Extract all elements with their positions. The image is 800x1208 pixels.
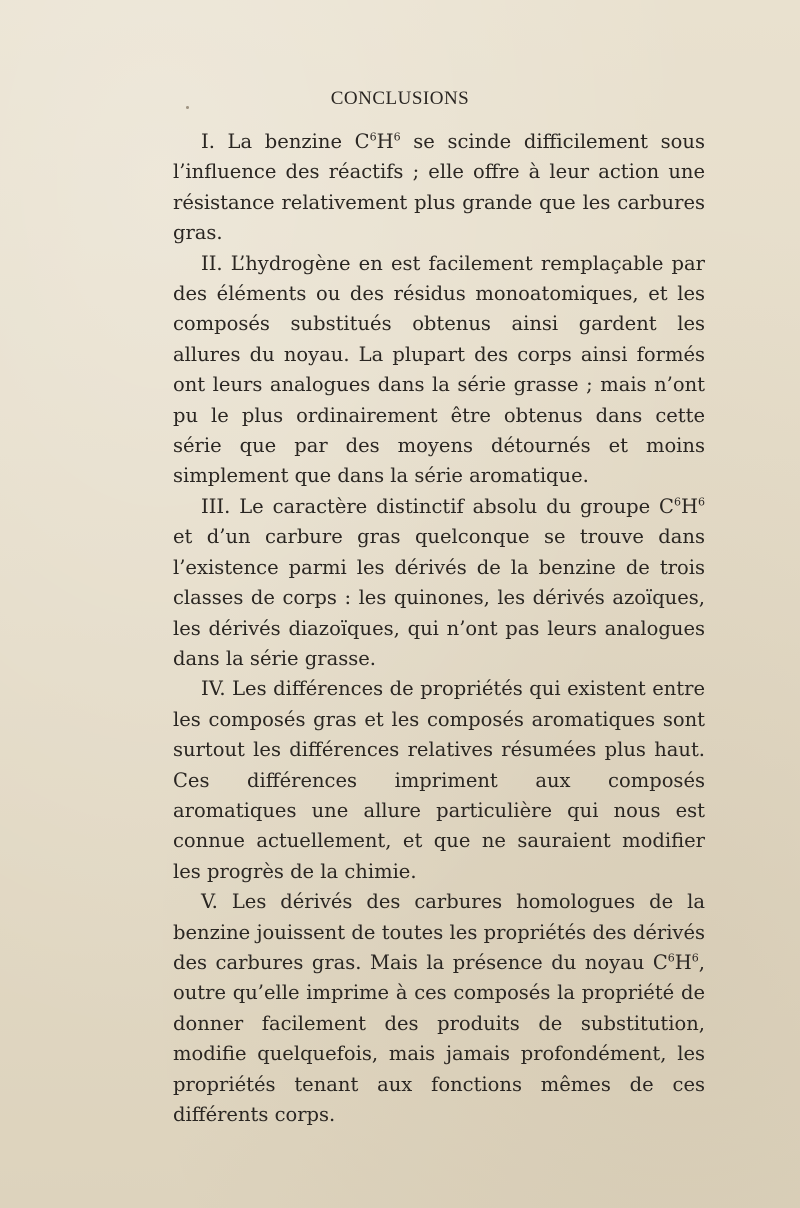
superscript-6: 6 [667,951,675,965]
formula-letter: H [680,494,698,518]
superscript-6: 6 [369,130,377,144]
superscript-6: 6 [673,495,681,509]
page-title: CONCLUSIONS [330,88,470,109]
formula-letter: H [674,950,692,974]
paragraph-iii-text: III. Le caractère distinctif absolu du groupe C [201,494,674,518]
superscript-6: 6 [698,495,705,509]
superscript-6: 6 [691,951,699,965]
paragraph-ii-text: II. L’hydrogène en est facilement remplaçable par des éléments ou des résidus monoatomiques, et les composés substitués obtenus ainsi gardent les allures du noyau. La plupart des corps ainsi formés ont leurs analogues dans la série grasse ; mais n’ont pu le plus ordinairement être obtenus dans cette série que par des moyens détournés et moins simplement que dans la série aromatique. [173,251,705,488]
superscript-6: 6 [393,130,401,144]
paragraph-v-text: V. Les dérivés des carbures homologues de la benzine jouissent de toutes les propriétés des dérivés des carbures gras. Mais la présence du noyau C [173,890,705,974]
paragraph-iii-text: et d’un carbure gras quelconque se trouve dans l’existence parmi les dérivés de la benzine de trois classes de corps : les quinones, les dérivés azoïques, les dérivés diazoïques, qui n’ont pas leurs analogues dans la série grasse. [173,525,705,670]
paragraph-i [173,127,705,249]
paragraph-i-text: se scinde difficilement sous l’influence des réactifs ; elle offre à leur action une résistance relativement plus grande que les carbures gras. [173,130,705,245]
paragraph-iv-text: IV. Les différences de propriétés qui existent entre les composés gras et les composés aromatiques sont surtout les différences relatives résumées plus haut. Ces différences impriment aux composés aromatiques une allure particulière qui nous est connue actuellement, et que ne sauraient modifier les progrès de la chimie. [173,677,705,883]
paragraph-iv [173,674,705,887]
paragraph-ii [173,249,705,492]
paragraph-i-text: I. La benzine C [201,130,370,153]
paragraph-v-text: , outre qu’elle imprime à ces composés la propriété de donner facilement des produits de substitution, modifie quelquefois, mais jamais profondément, les propriétés tenant aux fonctions mêmes de ces différents corps. [173,950,705,1126]
conclusions-text [173,127,705,1130]
formula-letter: H [376,130,394,153]
paragraph-iii [173,492,705,674]
paragraph-v [173,887,705,1130]
